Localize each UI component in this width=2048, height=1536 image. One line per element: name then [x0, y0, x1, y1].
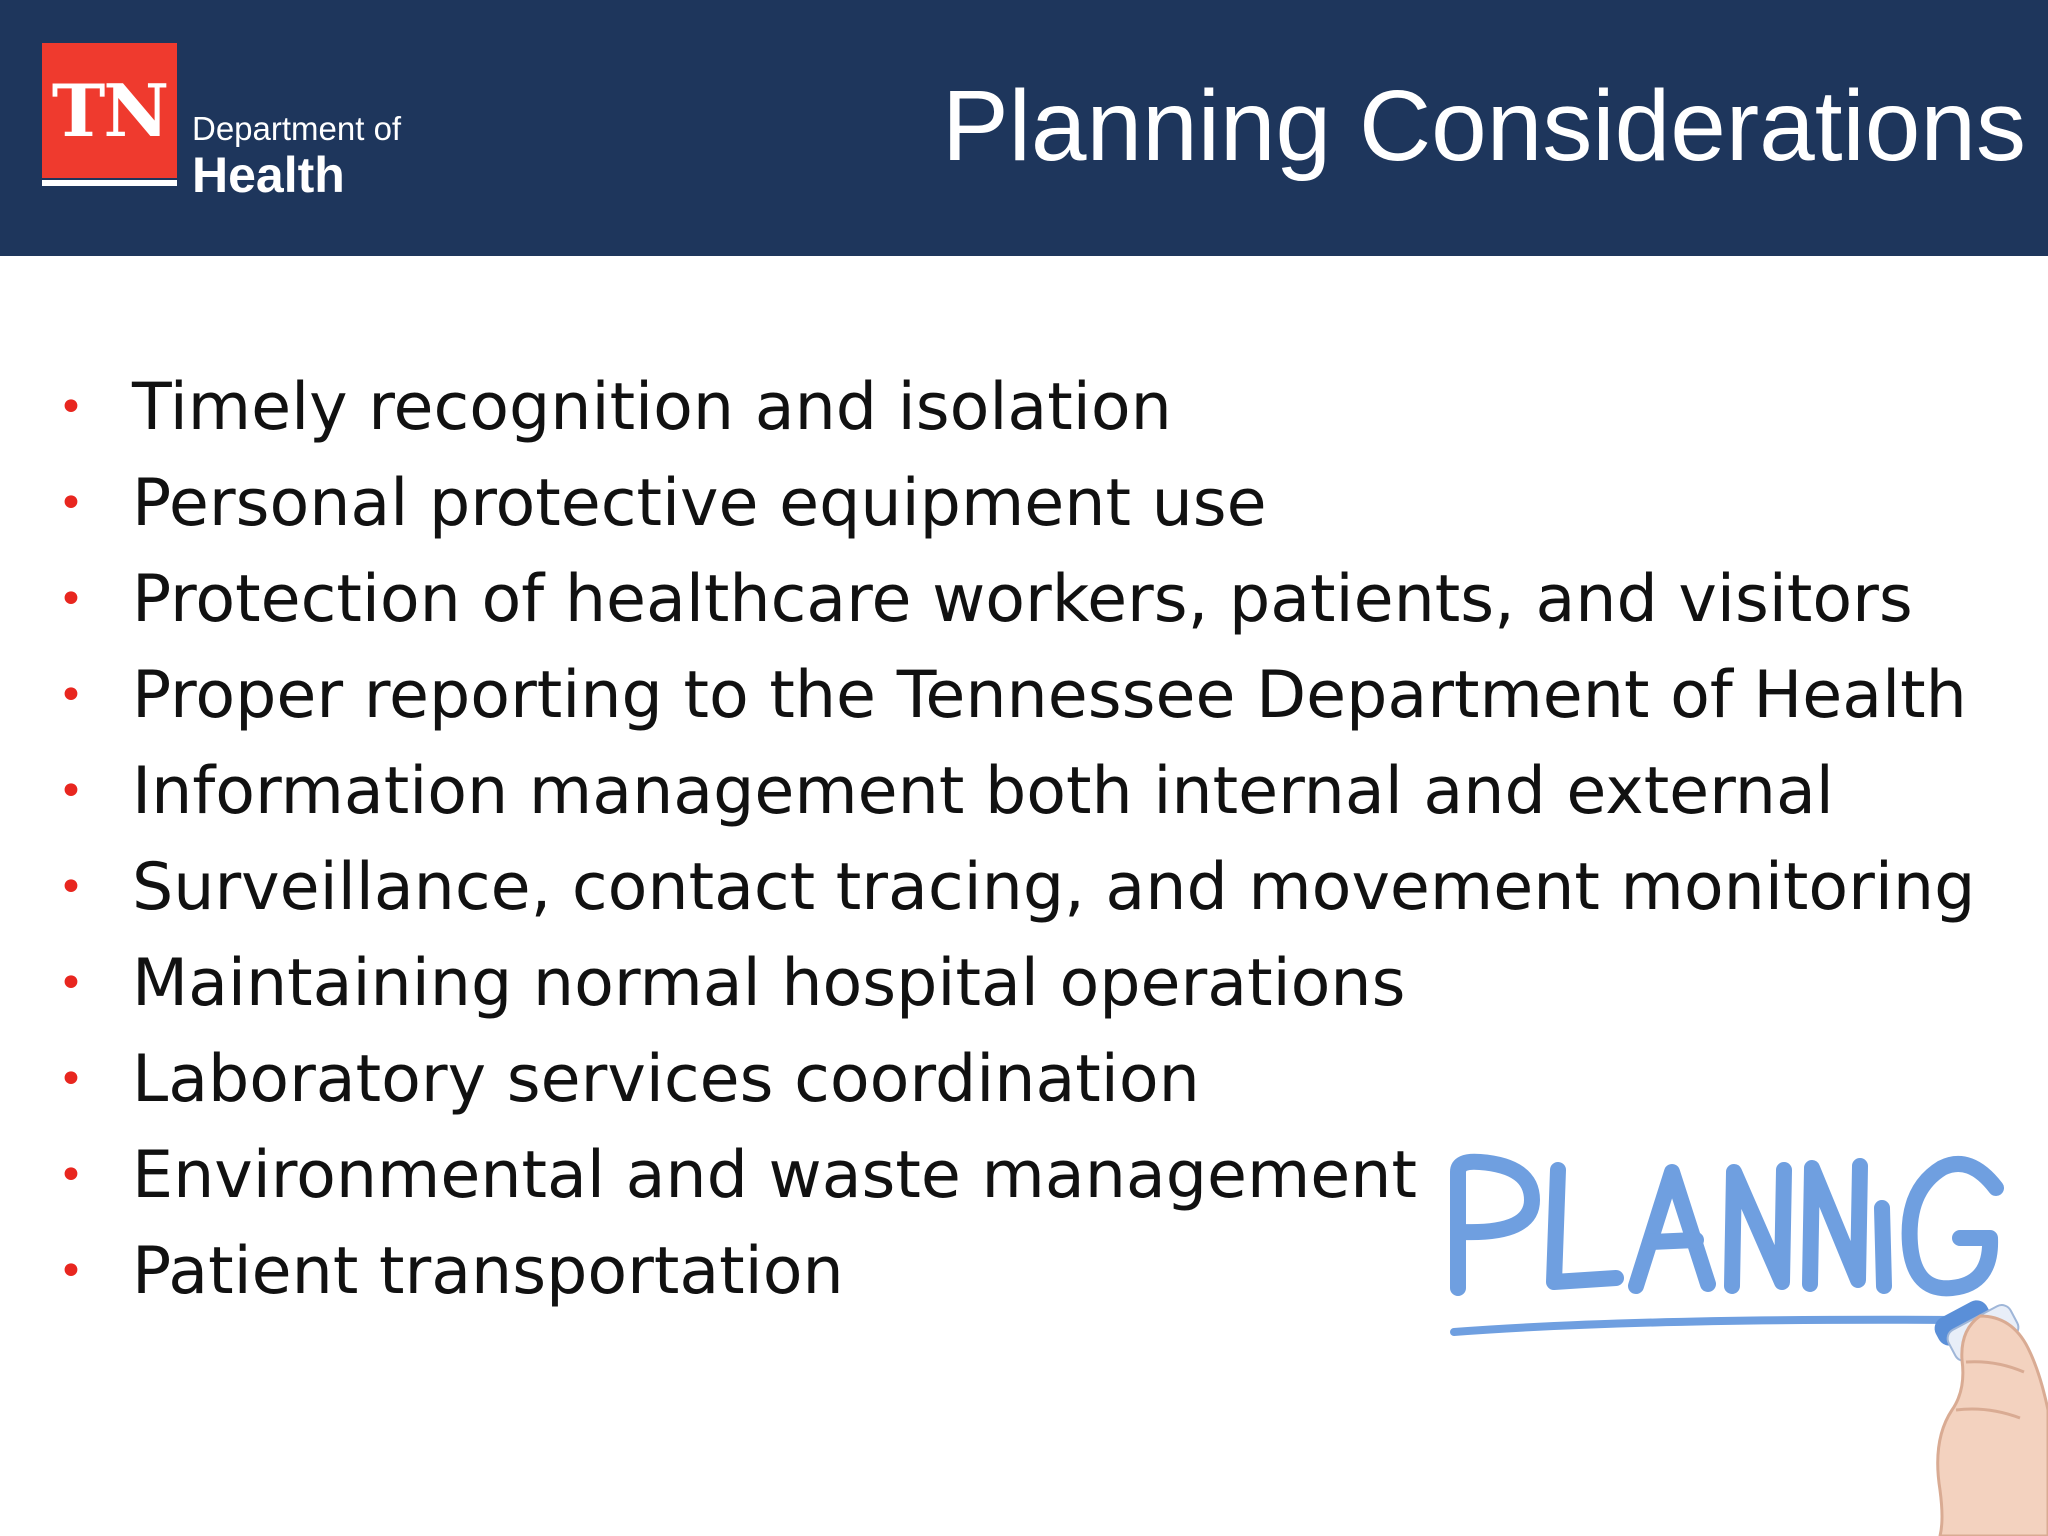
bullet-dot-icon: •: [58, 574, 84, 625]
tn-health-logo: [42, 43, 422, 203]
bullet-item: [52, 840, 1975, 936]
bullet-text: Surveillance, contact tracing, and movement monitoring: [132, 850, 1976, 925]
bullet-text: Patient transportation: [132, 1234, 844, 1309]
logo-department-text: Department of: [192, 110, 402, 147]
bullet-item: [52, 360, 1975, 456]
bullet-dot-icon: •: [58, 1150, 84, 1201]
logo-underline: [42, 180, 177, 186]
bullet-text: Environmental and waste management: [132, 1138, 1417, 1213]
bullet-text: Proper reporting to the Tennessee Department of Health: [132, 658, 1967, 733]
header-bar: [0, 0, 2048, 256]
bullet-text: Protection of healthcare workers, patients, and visitors: [132, 562, 1913, 637]
hand-writing-planning-icon: [1440, 1110, 2048, 1536]
bullet-text: Laboratory services coordination: [132, 1042, 1200, 1117]
bullet-dot-icon: •: [58, 1246, 84, 1297]
bullet-item: [52, 936, 1975, 1032]
bullet-dot-icon: •: [58, 766, 84, 817]
bullet-item: [52, 648, 1975, 744]
slide-title: Planning Considerations: [941, 70, 2026, 182]
logo-health-text: Health: [192, 147, 345, 203]
bullet-dot-icon: •: [58, 478, 84, 529]
bullet-dot-icon: •: [58, 1054, 84, 1105]
logo-mark: TN: [42, 43, 177, 178]
bullet-text: Information management both internal and external: [132, 754, 1834, 829]
bullet-dot-icon: •: [58, 382, 84, 433]
bullet-dot-icon: •: [58, 862, 84, 913]
bullet-text: Personal protective equipment use: [132, 466, 1267, 541]
bullet-text: Timely recognition and isolation: [132, 370, 1172, 445]
bullet-dot-icon: •: [58, 670, 84, 721]
bullet-dot-icon: •: [58, 958, 84, 1009]
bullet-text: Maintaining normal hospital operations: [132, 946, 1406, 1021]
bullet-item: [52, 744, 1975, 840]
bullet-item: [52, 456, 1975, 552]
bullet-item: [52, 552, 1975, 648]
